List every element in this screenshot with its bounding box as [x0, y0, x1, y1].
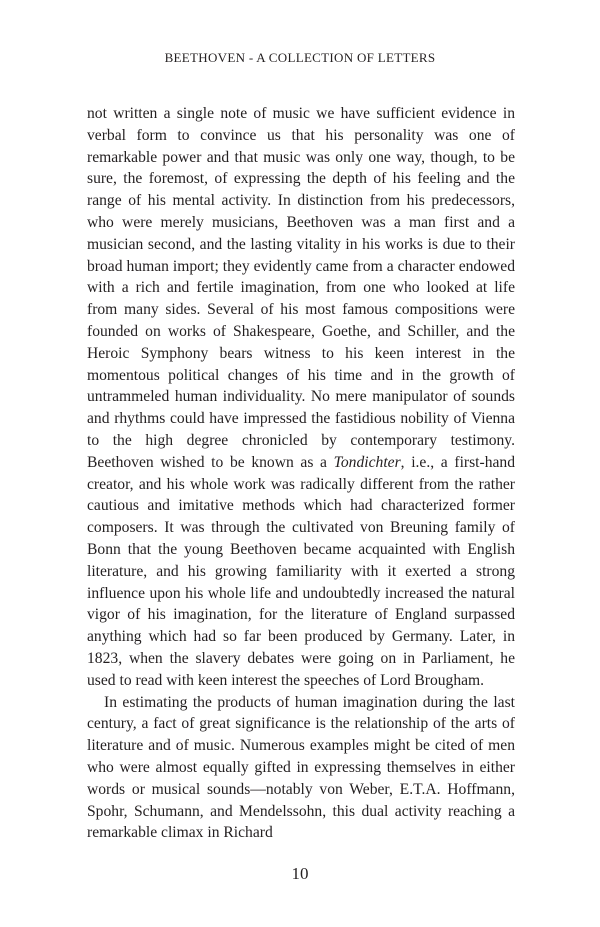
- italic-term: Tondichter: [333, 453, 401, 471]
- paragraph-1: [87, 103, 515, 692]
- paragraph-2: In estimating the products of human imagination during the last century, a fact of great significance is the relationship of the arts of literature and of music. Numerous examples might be cited of men who were almost equally gifted in expressing themselves in either words or musical sounds—notably von Weber, E.T.A. Hoffmann, Spohr, Schumann, and Mendelssohn, this dual activity reaching a remarkable climax in Richard: [87, 693, 515, 842]
- paragraph-1-text-start: not written a single note of music we have sufficient evidence in verbal form to convince us that his personality was one of remarkable power and that music was only one way, though, to be sure, the foremost, of expressing the depth of his feeling and the range of his mental activity. In distinction from his predecessors, who were merely musicians, Beethoven was a man first and a musician second, and the lasting vitality in his works is due to their broad human import; they evidently came from a character endowed with a rich and fertile imagination, from one who looked at life from many sides. Several of his most famous compositions were founded on works of Shakespeare, Goethe, and Schiller, and the Heroic Symphony bears witness to his keen interest in the momentous political changes of his time and in the growth of untrammeled human individuality. No mere manipulator of sounds and rhythms could have impressed the fastidious nobility of Vienna to the high degree chronicled by contemporary testimony. Beethoven wished to be known as a: [87, 105, 515, 471]
- paragraph-1-text-end: , i.e., a first-hand creator, and his whole work was radically different from the rather cautious and imitative methods which had characterized former composers. It was through the cultivated von Breuning family of Bonn that the young Beethoven became acquainted with English literature, and his growing familiarity with it exerted a strong influence upon his whole life and undoubtedly increased the natural vigor of his imagination, for the literature of England surpassed anything which had so far been produced by Germany. Later, in 1823, when the slavery debates were going on in Parliament, he used to read with keen interest the speeches of Lord Brougham.: [87, 453, 516, 689]
- running-header: BEETHOVEN - A COLLECTION OF LETTERS: [164, 50, 436, 65]
- body-text: [87, 103, 515, 844]
- page-number: 10: [291, 864, 309, 883]
